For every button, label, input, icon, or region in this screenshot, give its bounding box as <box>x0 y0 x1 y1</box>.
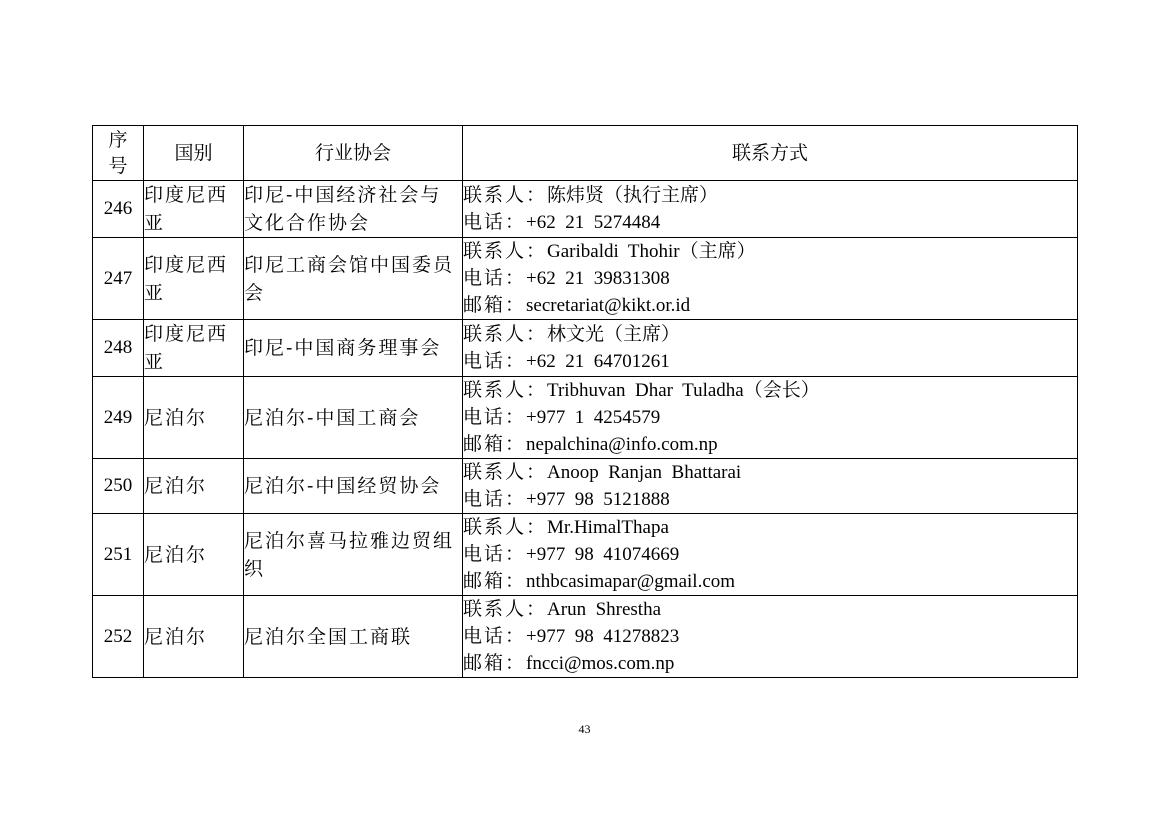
table-row <box>93 596 1078 678</box>
row-country: 印度尼西亚 <box>144 238 244 320</box>
header-contact: 联系方式 <box>463 126 1078 181</box>
header-country: 国别 <box>144 126 244 181</box>
row-association: 尼泊尔喜马拉雅边贸组织 <box>244 514 463 596</box>
contact-line <box>463 404 1077 431</box>
contact-line <box>463 238 1077 265</box>
contact-line <box>463 459 1077 486</box>
contact-line <box>463 596 1077 623</box>
contact-line <box>463 650 1077 677</box>
row-contact <box>463 596 1078 678</box>
table-row <box>93 459 1078 514</box>
contact-value: Anoop Ranjan Bhattarai <box>547 462 742 483</box>
contact-line <box>463 209 1077 236</box>
contact-line <box>463 377 1077 404</box>
association-table <box>92 125 1078 678</box>
row-seq: 249 <box>93 377 144 459</box>
table-row <box>93 514 1078 596</box>
table-row <box>93 238 1078 320</box>
contact-value: +62 21 64701261 <box>526 351 670 372</box>
contact-value: secretariat@kikt.or.id <box>526 295 691 316</box>
contact-value: +62 21 5274484 <box>526 212 661 233</box>
contact-label: 联系人： <box>463 598 548 620</box>
row-country: 尼泊尔 <box>144 514 244 596</box>
row-seq: 252 <box>93 596 144 678</box>
contact-value: +977 1 4254579 <box>526 407 661 428</box>
contact-value: Garibaldi Thohir（主席） <box>547 241 756 262</box>
contact-value: nthbcasimapar@gmail.com <box>526 571 736 592</box>
row-seq: 247 <box>93 238 144 320</box>
row-contact <box>463 238 1078 320</box>
row-country: 印度尼西亚 <box>144 320 244 377</box>
contact-label: 邮箱： <box>463 570 527 592</box>
contact-label: 联系人： <box>463 461 548 483</box>
row-seq: 248 <box>93 320 144 377</box>
table-header-row <box>93 126 1078 181</box>
row-contact <box>463 377 1078 459</box>
row-contact <box>463 181 1078 238</box>
row-country: 尼泊尔 <box>144 459 244 514</box>
row-association: 印尼-中国经济社会与文化合作协会 <box>244 181 463 238</box>
row-association: 印尼-中国商务理事会 <box>244 320 463 377</box>
contact-label: 联系人： <box>463 240 548 262</box>
contact-line <box>463 623 1077 650</box>
row-country: 尼泊尔 <box>144 596 244 678</box>
row-country: 印度尼西亚 <box>144 181 244 238</box>
contact-line <box>463 431 1077 458</box>
contact-label: 联系人： <box>463 516 548 538</box>
contact-line <box>463 541 1077 568</box>
contact-value: 陈炜贤（执行主席） <box>547 185 719 206</box>
table-row <box>93 181 1078 238</box>
row-association: 尼泊尔-中国经贸协会 <box>244 459 463 514</box>
contact-label: 电话： <box>463 350 527 372</box>
contact-line <box>463 348 1077 375</box>
table-body <box>93 181 1078 678</box>
contact-label: 联系人： <box>463 184 548 206</box>
contact-label: 电话： <box>463 406 527 428</box>
header-seq: 序号 <box>93 126 144 181</box>
contact-value: Mr.HimalThapa <box>547 517 669 538</box>
page-number: 43 <box>578 722 591 736</box>
header-association: 行业协会 <box>244 126 463 181</box>
row-seq: 250 <box>93 459 144 514</box>
contact-line <box>463 292 1077 319</box>
row-contact <box>463 459 1078 514</box>
contact-value: 林文光（主席） <box>547 324 681 345</box>
contact-value: +977 98 41278823 <box>526 626 680 647</box>
contact-line <box>463 568 1077 595</box>
contact-line <box>463 486 1077 513</box>
contact-label: 邮箱： <box>463 652 527 674</box>
contact-value: Arun Shrestha <box>547 599 661 620</box>
table-row <box>93 377 1078 459</box>
contact-value: fncci@mos.com.np <box>526 653 675 674</box>
row-seq: 251 <box>93 514 144 596</box>
contact-label: 电话： <box>463 211 527 233</box>
row-contact <box>463 514 1078 596</box>
contact-line <box>463 321 1077 348</box>
table-row <box>93 320 1078 377</box>
contact-label: 电话： <box>463 625 527 647</box>
contact-value: nepalchina@info.com.np <box>526 434 718 455</box>
contact-value: +977 98 41074669 <box>526 544 680 565</box>
contact-value: +62 21 39831308 <box>526 268 670 289</box>
contact-line <box>463 265 1077 292</box>
contact-line <box>463 514 1077 541</box>
contact-label: 联系人： <box>463 379 548 401</box>
contact-value: +977 98 5121888 <box>526 489 670 510</box>
row-association: 尼泊尔全国工商联 <box>244 596 463 678</box>
row-contact <box>463 320 1078 377</box>
contact-line <box>463 182 1077 209</box>
contact-label: 邮箱： <box>463 294 527 316</box>
row-association: 印尼工商会馆中国委员会 <box>244 238 463 320</box>
contact-value: Tribhuvan Dhar Tuladha（会长） <box>547 380 820 401</box>
row-seq: 246 <box>93 181 144 238</box>
contact-label: 电话： <box>463 267 527 289</box>
contact-label: 邮箱： <box>463 433 527 455</box>
contact-label: 电话： <box>463 488 527 510</box>
contact-label: 联系人： <box>463 323 548 345</box>
row-country: 尼泊尔 <box>144 377 244 459</box>
contact-label: 电话： <box>463 543 527 565</box>
row-association: 尼泊尔-中国工商会 <box>244 377 463 459</box>
